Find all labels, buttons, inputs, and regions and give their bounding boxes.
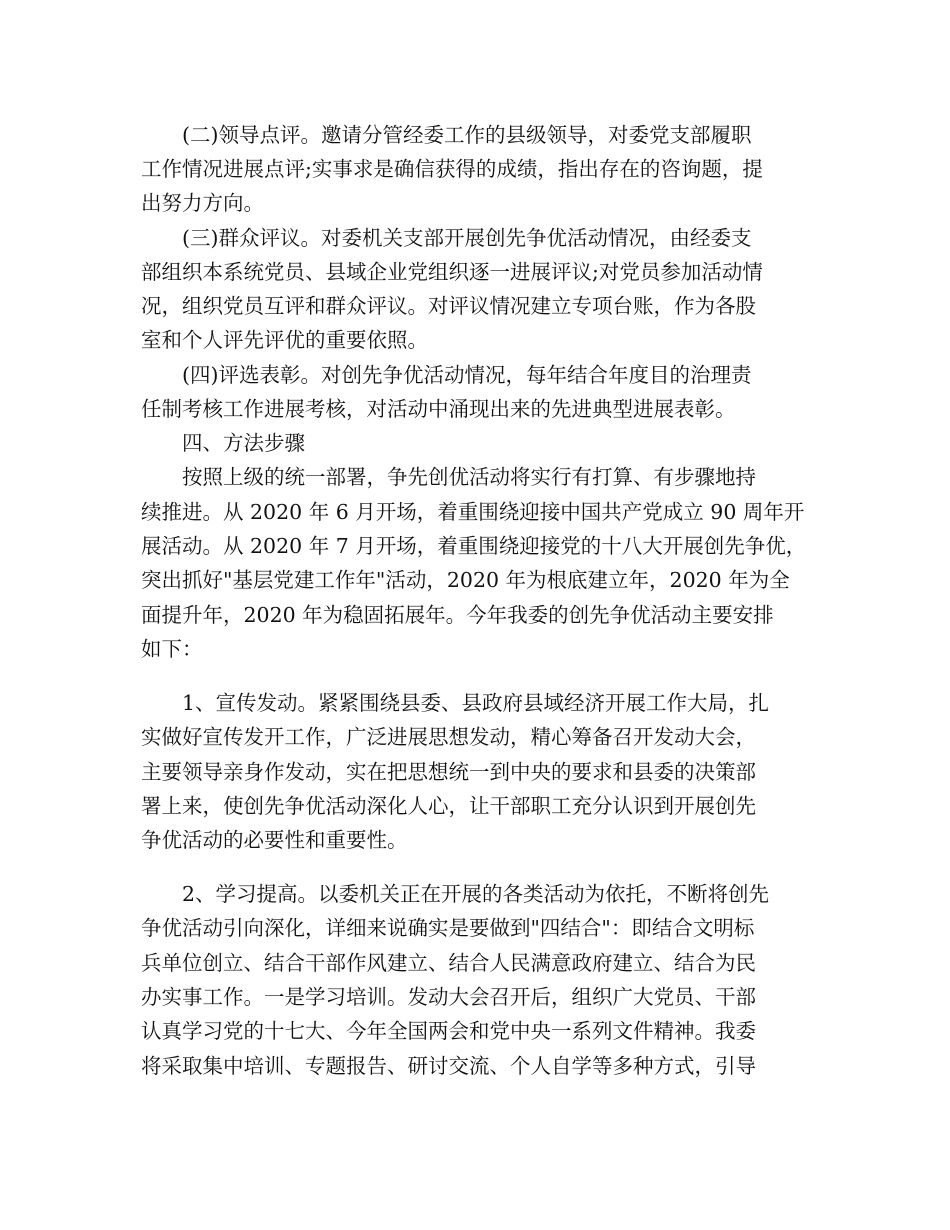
text-line: (二)领导点评。邀请分管经委工作的县级领导，对委党支部履职 (182, 123, 752, 147)
text-line: 办实事工作。一是学习培训。发动大会召开后，组织广大党员、干部 (141, 985, 756, 1009)
text-line: 如下： (141, 637, 203, 661)
text-line: 按照上级的统一部署，争先创优活动将实行有打算、有步骤地持 (182, 465, 756, 489)
text-line: 室和个人评先评优的重要依照。 (141, 328, 428, 352)
text-line: 争优活动引向深化，详细来说确实是要做到"四结合"：即结合文明标 (141, 916, 755, 940)
text-line: 兵单位创立、结合干部作风建立、结合人民满意政府建立、结合为民 (141, 951, 756, 975)
text-line: 署上来，使创先争优活动深化人心，让干部职工充分认识到开展创先 (141, 794, 756, 818)
text-line: 认真学习党的十七大、今年全国两会和党中央一系列文件精神。我委 (141, 1019, 756, 1043)
text-line: 面提升年，2020 年为稳固拓展年。今年我委的创先争优活动主要安排 (141, 603, 774, 627)
text-line: 况，组织党员互评和群众评议。对评议情况建立专项台账，作为各股 (141, 294, 756, 318)
text-line: (四)评选表彰。对创先争优活动情况，每年结合年度目的治理责 (182, 363, 752, 387)
text-line: 2、学习提高。以委机关正在开展的各类活动为依托，不断将创先 (182, 882, 770, 906)
text-line: 争优活动的必要性和重要性。 (141, 828, 408, 852)
text-line: 任制考核工作进展考核，对活动中涌现出来的先进典型进展表彰。 (141, 397, 736, 421)
text-line: 实做好宣传发开工作，广泛进展思想发动，精心筹备召开发动大会， (141, 725, 756, 749)
text-line: 出努力方向。 (141, 191, 264, 215)
text-line: 主要领导亲身作发动，实在把思想统一到中央的要求和县委的决策部 (141, 760, 756, 784)
text-line: 展活动。从 2020 年 7 月开场，着重围绕迎接党的十八大开展创先争优， (141, 534, 807, 558)
text-line: 突出抓好"基层党建工作年"活动，2020 年为根底建立年，2020 年为全 (141, 568, 790, 592)
text-line: (三)群众评议。对委机关支部开展创先争优活动情况，由经委支 (182, 226, 752, 250)
text-line: 将采取集中培训、专题报告、研讨交流、个人自学等多种方式，引导 (141, 1054, 756, 1078)
text-line: 部组织本系统党员、县域企业党组织逐一进展评议;对党员参加活动情 (141, 260, 763, 284)
text-line: 工作情况进展点评;实事求是确信获得的成绩，指出存在的咨询题，提 (141, 157, 763, 181)
text-line: 续推进。从 2020 年 6 月开场，着重围绕迎接中国共产党成立 90 周年开 (141, 500, 805, 524)
section-heading: 四、方法步骤 (182, 431, 305, 455)
text-line: 1、宣传发动。紧紧围绕县委、县政府县域经济开展工作大局，扎 (182, 691, 770, 715)
